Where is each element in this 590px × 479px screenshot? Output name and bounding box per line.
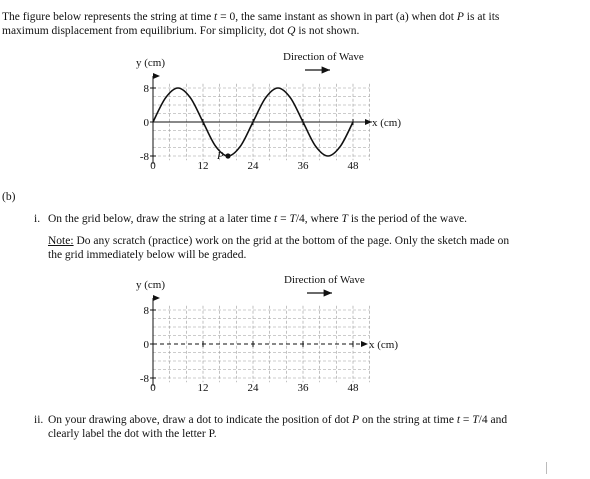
q-text: /4 and <box>478 414 508 426</box>
graph-1-point-label: P <box>217 150 224 162</box>
var-T: T <box>289 213 296 225</box>
graph-2-y-label: y (cm) <box>136 279 166 291</box>
y-tick-label: 0 <box>143 339 149 351</box>
q-text: on the string at time <box>359 414 457 426</box>
graph-1 <box>136 51 401 172</box>
q-text: is the period of the wave. <box>347 213 468 225</box>
x-tick-label: 12 <box>197 382 209 394</box>
graph-1-direction-label: Direction of Wave <box>283 51 364 63</box>
var-q: Q <box>287 25 296 37</box>
note-line-2: the grid immediately below will be graded. <box>48 249 247 261</box>
question-i-number: i. <box>34 213 41 225</box>
intro-text: The figure below represents the string at time <box>2 11 215 23</box>
y-tick-label: -8 <box>139 151 149 163</box>
y-tick-label: 8 <box>143 83 149 95</box>
x-tick-label: 12 <box>197 160 209 172</box>
question-ii-line-2: clearly label the dot with the letter P. <box>48 428 217 440</box>
x-tick-label: 36 <box>297 382 309 394</box>
var-p: P <box>352 414 360 426</box>
q-text: On the grid below, draw the string at a later time <box>48 213 274 225</box>
x-tick-label: 48 <box>347 160 359 172</box>
var-T: T <box>341 213 348 225</box>
graph-1-x-label: x (cm) <box>372 117 402 129</box>
var-p: P <box>456 11 464 23</box>
y-tick-label: -8 <box>139 373 149 385</box>
graph-2-direction-label: Direction of Wave <box>284 274 365 286</box>
q-text: = <box>277 213 290 225</box>
intro-text: is not shown. <box>295 25 360 37</box>
x-tick-label: 24 <box>247 382 259 394</box>
graph-2-x-label: x (cm) <box>369 339 399 351</box>
intro-text: maximum displacement from equilibrium. For simplicity, dot <box>2 25 288 37</box>
graph-1-point-p <box>225 153 230 158</box>
intro-text: is at its <box>463 11 500 23</box>
note-label: Note: <box>48 235 74 247</box>
x-tick-label: 0 <box>150 382 156 394</box>
graph-2 <box>136 274 398 394</box>
x-tick-label: 36 <box>297 160 309 172</box>
q-text: /4, where <box>295 213 342 225</box>
intro-text: = 0, the same instant as shown in part (a) when dot <box>217 11 457 23</box>
x-tick-label: 24 <box>247 160 259 172</box>
y-tick-label: 8 <box>143 305 149 317</box>
var-t: t <box>214 11 218 23</box>
q-text: On your drawing above, draw a dot to indicate the position of dot <box>48 414 353 426</box>
x-tick-label: 48 <box>347 382 359 394</box>
var-T: T <box>472 414 479 426</box>
graph-1-y-label: y (cm) <box>136 57 166 69</box>
var-t: t <box>274 213 278 225</box>
note-text: Do any scratch (practice) work on the grid at the bottom of the page. Only the sketch made on <box>73 235 510 247</box>
text-cursor <box>546 462 547 474</box>
question-ii-number: ii. <box>34 414 44 426</box>
part-label: (b) <box>2 191 16 203</box>
q-text: = <box>460 414 473 426</box>
var-t: t <box>456 414 461 426</box>
y-tick-label: 0 <box>143 117 149 129</box>
x-tick-label: 0 <box>150 160 156 172</box>
